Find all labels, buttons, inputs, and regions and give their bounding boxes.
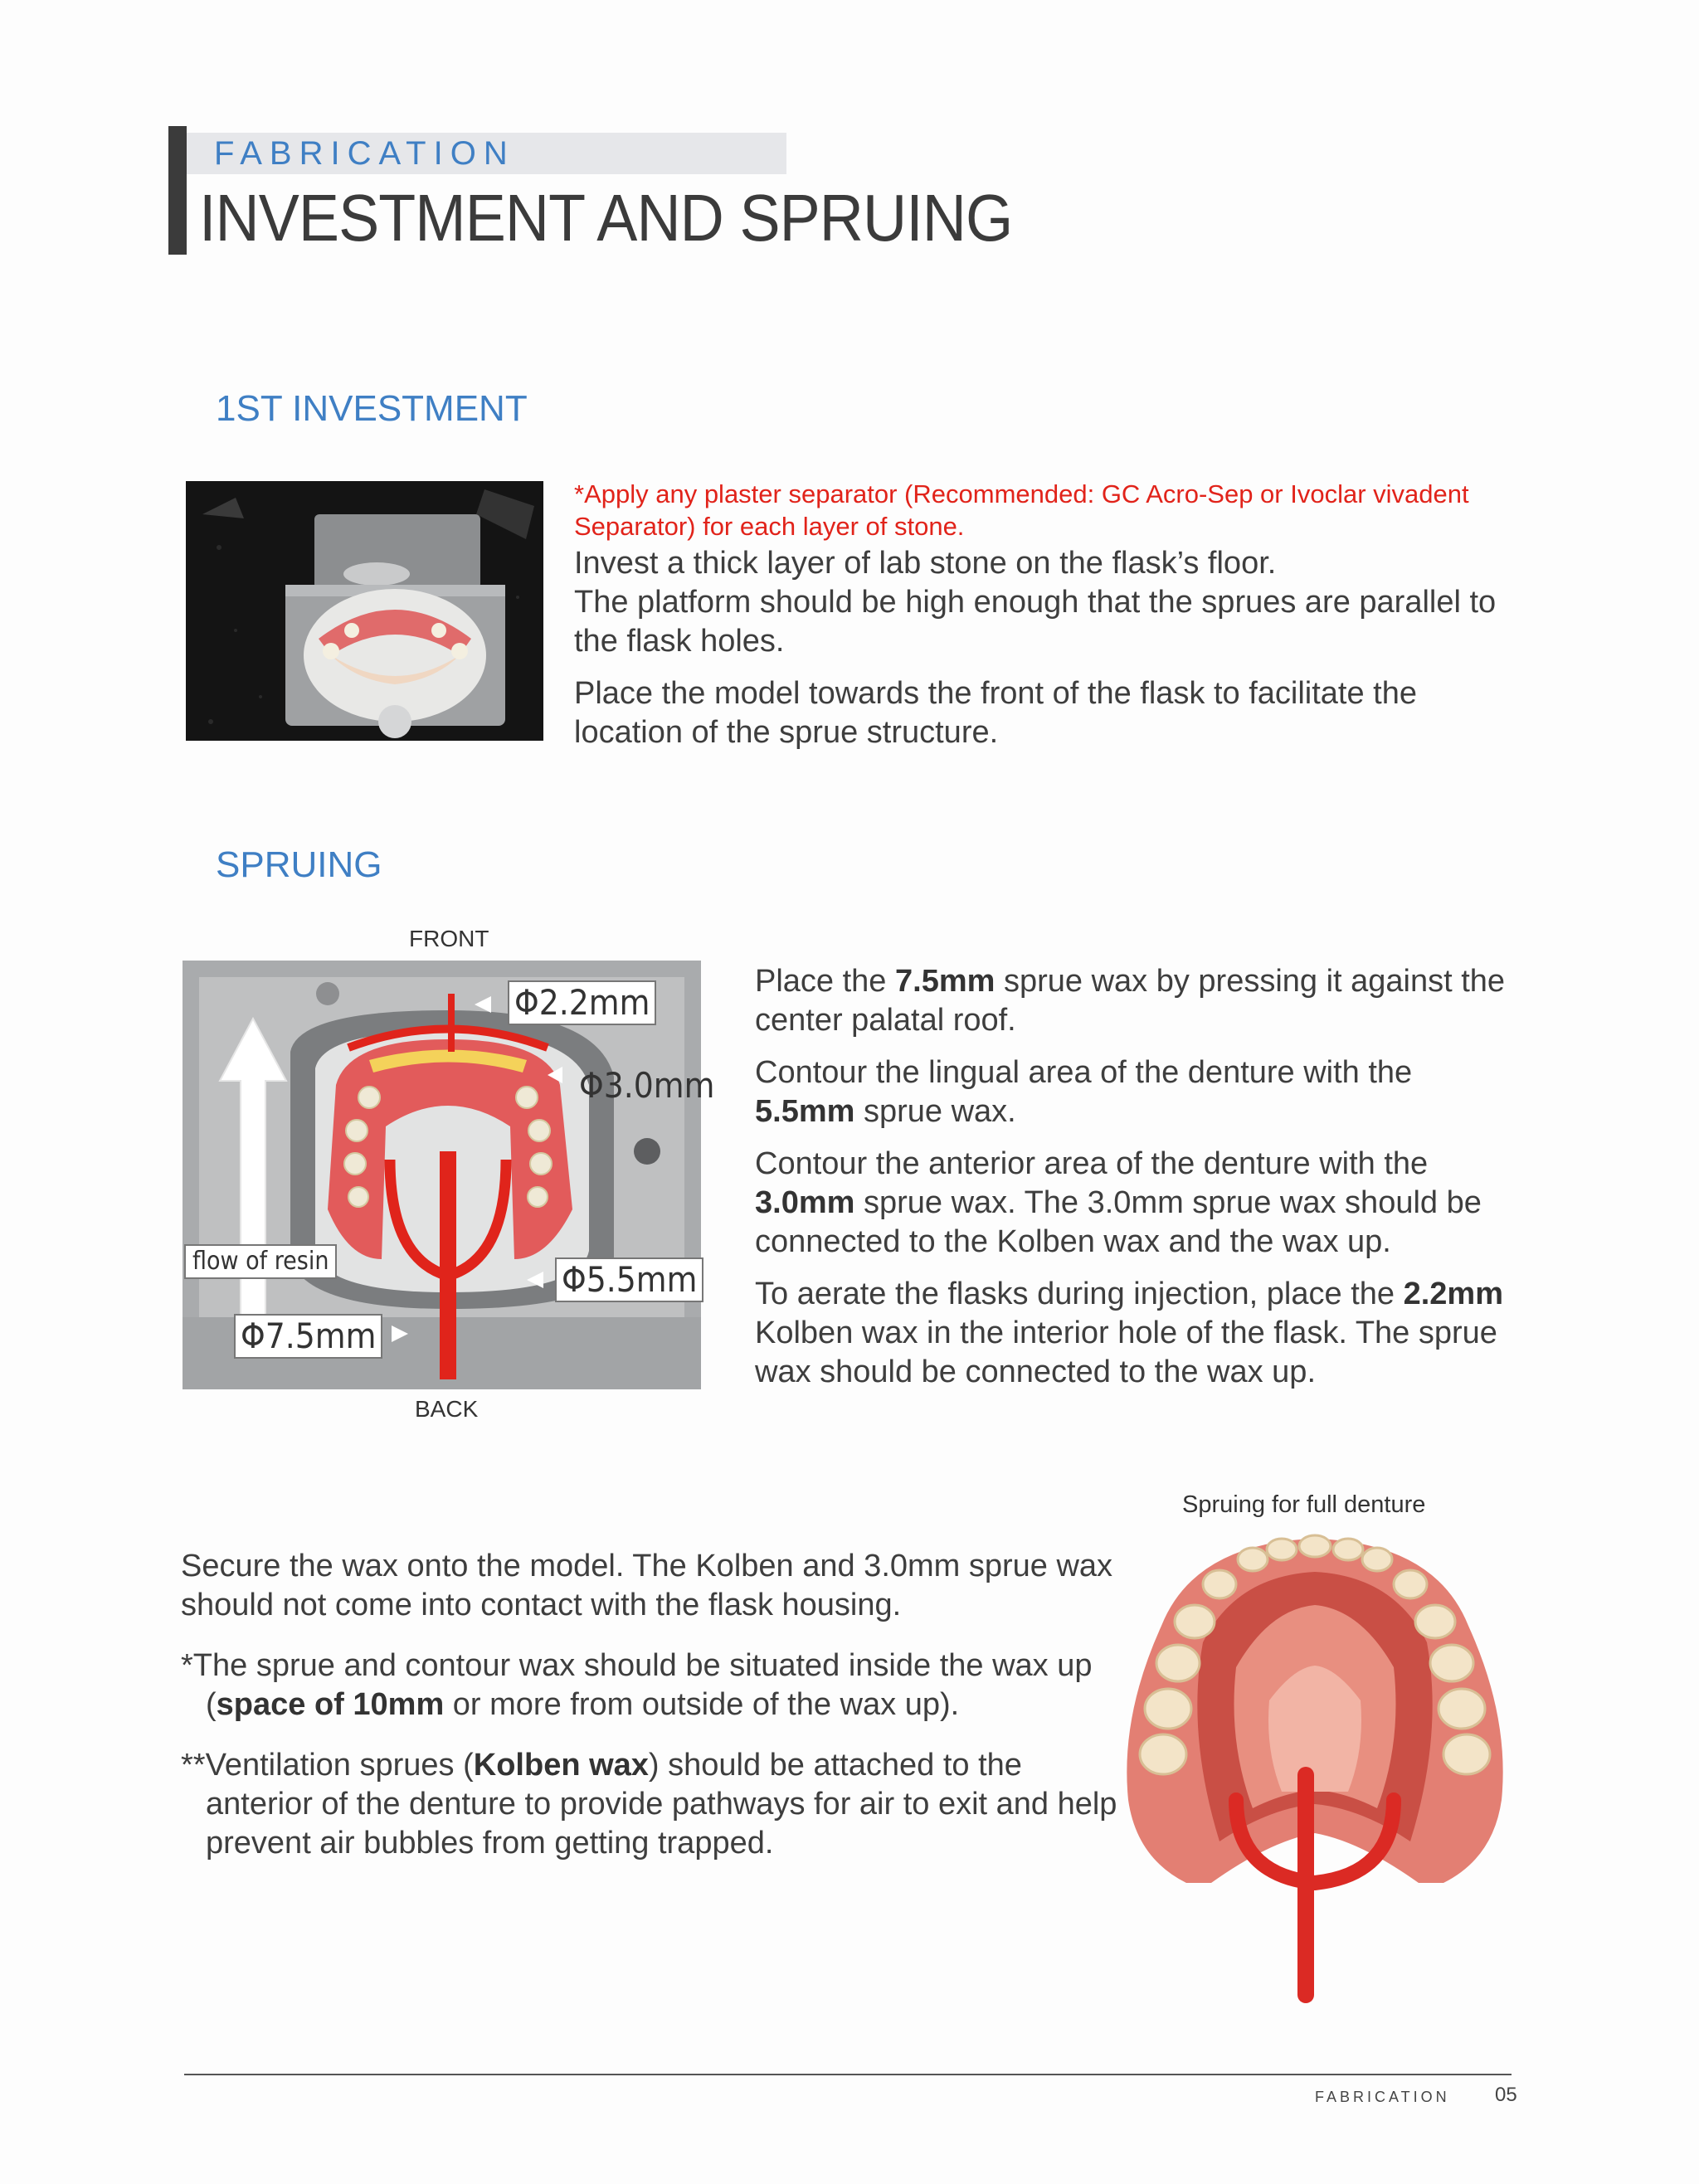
- full-denture-illustration: [1112, 1526, 1518, 2007]
- investment-para-1b: The platform should be high enough that the sprues are parallel to the flask holes.: [574, 585, 1497, 659]
- spruing-instructions: [755, 962, 1518, 1405]
- figure-label-front: FRONT: [409, 926, 489, 951]
- header-accent-bar: [168, 126, 187, 255]
- footer-section-label: FABRICATION: [1315, 2089, 1450, 2105]
- ventilation-note: **Ventilation sprues (Kolben wax) should be attached to the anterior of the denture to provide pathways for air to exit and help prevent air bubbles from getting trapped.: [181, 1748, 1117, 1861]
- callout-7-5mm: Φ7.5mm: [234, 1314, 382, 1359]
- investment-instructions: [574, 544, 1520, 766]
- illustration-caption: Spruing for full denture: [1182, 1491, 1426, 1518]
- separator-note: *Apply any plaster separator (Recommended: GC Acro-Sep or Ivoclar vivadent Separator) for each layer of stone.: [574, 479, 1469, 541]
- callout-3-0mm: Φ3.0mm: [579, 1065, 715, 1106]
- investment-para-2: Place the model towards the front of the flask to facilitate the location of the sprue structure.: [574, 676, 1417, 750]
- spruing-step-1: Place the 7.5mm sprue wax by pressing it against the center palatal roof.: [755, 964, 1506, 1038]
- figure-label-back: BACK: [415, 1396, 479, 1422]
- page-number: 05: [1495, 2084, 1517, 2106]
- flask-investment-photo: [186, 481, 543, 741]
- investment-para-1a: Invest a thick layer of lab stone on the flask’s floor.: [574, 546, 1277, 581]
- footer-rule: [184, 2074, 1512, 2075]
- callout-2-2mm: Φ2.2mm: [508, 980, 656, 1025]
- investment-heading: 1ST INVESTMENT: [216, 388, 528, 429]
- spruing-step-4: To aerate the flasks during injection, place the 2.2mm Kolben wax in the interior hole of the flask. The sprue wax should be connected to the wax up.: [755, 1277, 1503, 1389]
- spruing-step-3: Contour the anterior area of the denture with the 3.0mm sprue wax. The 3.0mm sprue wax should be connected to the Kolben wax and the wax up.: [755, 1146, 1482, 1259]
- page-title: INVESTMENT AND SPRUING: [199, 181, 1013, 255]
- callout-5-5mm: Φ5.5mm: [555, 1257, 703, 1302]
- secure-wax-text: [181, 1547, 1118, 1876]
- callout-flow-of-resin: flow of resin: [184, 1244, 337, 1279]
- secure-wax-paragraph: Secure the wax onto the model. The Kolben and 3.0mm sprue wax should not come into contact with the flask housing.: [181, 1549, 1113, 1622]
- spruing-heading: SPRUING: [216, 844, 382, 885]
- spruing-step-2: Contour the lingual area of the denture with the 5.5mm sprue wax.: [755, 1055, 1413, 1129]
- section-kicker: FABRICATION: [214, 135, 515, 172]
- wax-placement-note: *The sprue and contour wax should be situated inside the wax up (space of 10mm or more from outside of the wax up).: [181, 1648, 1093, 1722]
